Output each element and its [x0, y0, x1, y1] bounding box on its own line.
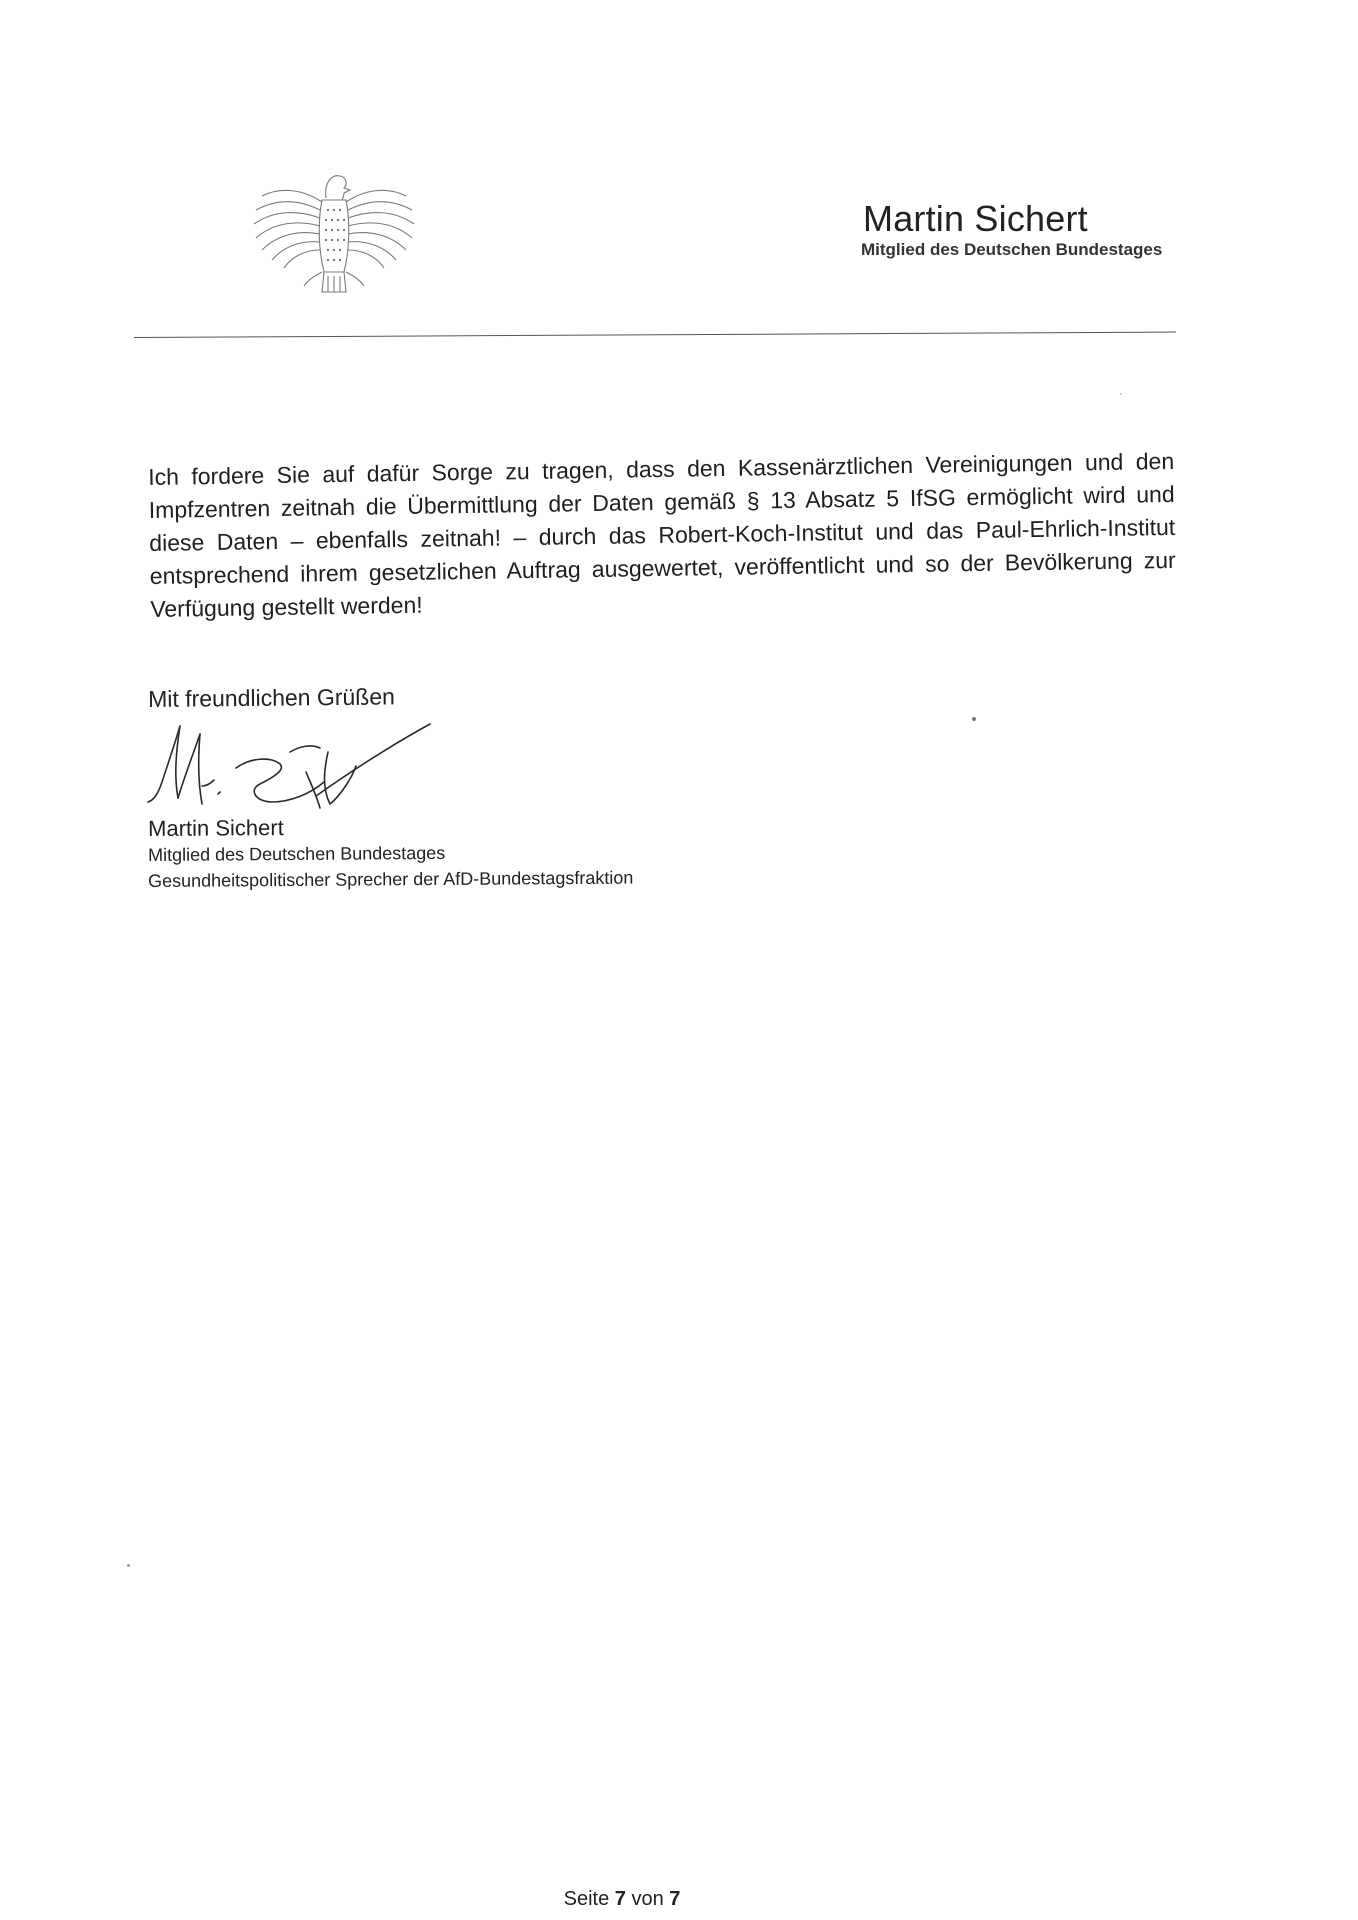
signatory-name: Martin Sichert: [148, 815, 284, 841]
page-label: Seite: [563, 1888, 610, 1910]
current-page: 7: [614, 1888, 626, 1910]
total-pages: 7: [669, 1888, 681, 1910]
page-number: [0, 1888, 1244, 1911]
signatory-title: Gesundheitspolitischer Sprecher der AfD-Bundestagsfraktion: [148, 867, 634, 891]
header-name: Martin Sichert: [863, 198, 1088, 239]
header-role: Mitglied des Deutschen Bundestages: [861, 240, 1163, 259]
closing-salutation: Mit freundlichen Grüßen: [148, 683, 395, 712]
scan-speck: [127, 1564, 130, 1567]
page-separator: von: [631, 1888, 664, 1910]
scan-speck: [972, 717, 976, 721]
body-paragraph: Ich fordere Sie auf dafür Sorge zu tragen, dass den Kassenärztlichen Vereinigungen und den Impfzentren zeitnah die Übermittlung der Daten gemäß § 13 Absatz 5 IfSG ermöglicht wird und diese Daten – ebenfalls zeitnah! – durch das Robert-Koch-Institut und das Paul-Ehrlich-Institut entsprechend ihrem gesetzlichen Auftrag ausgewertet, veröffentlicht und so der Bevölkerung zur Verfügung gestellt werden!: [148, 447, 1176, 622]
handwritten-signature: [140, 712, 450, 832]
header-divider: [134, 332, 1176, 338]
scan-speck: [1120, 393, 1122, 395]
bundestag-eagle-icon: [248, 160, 420, 302]
signatory-role: Mitglied des Deutschen Bundestages: [148, 842, 446, 865]
